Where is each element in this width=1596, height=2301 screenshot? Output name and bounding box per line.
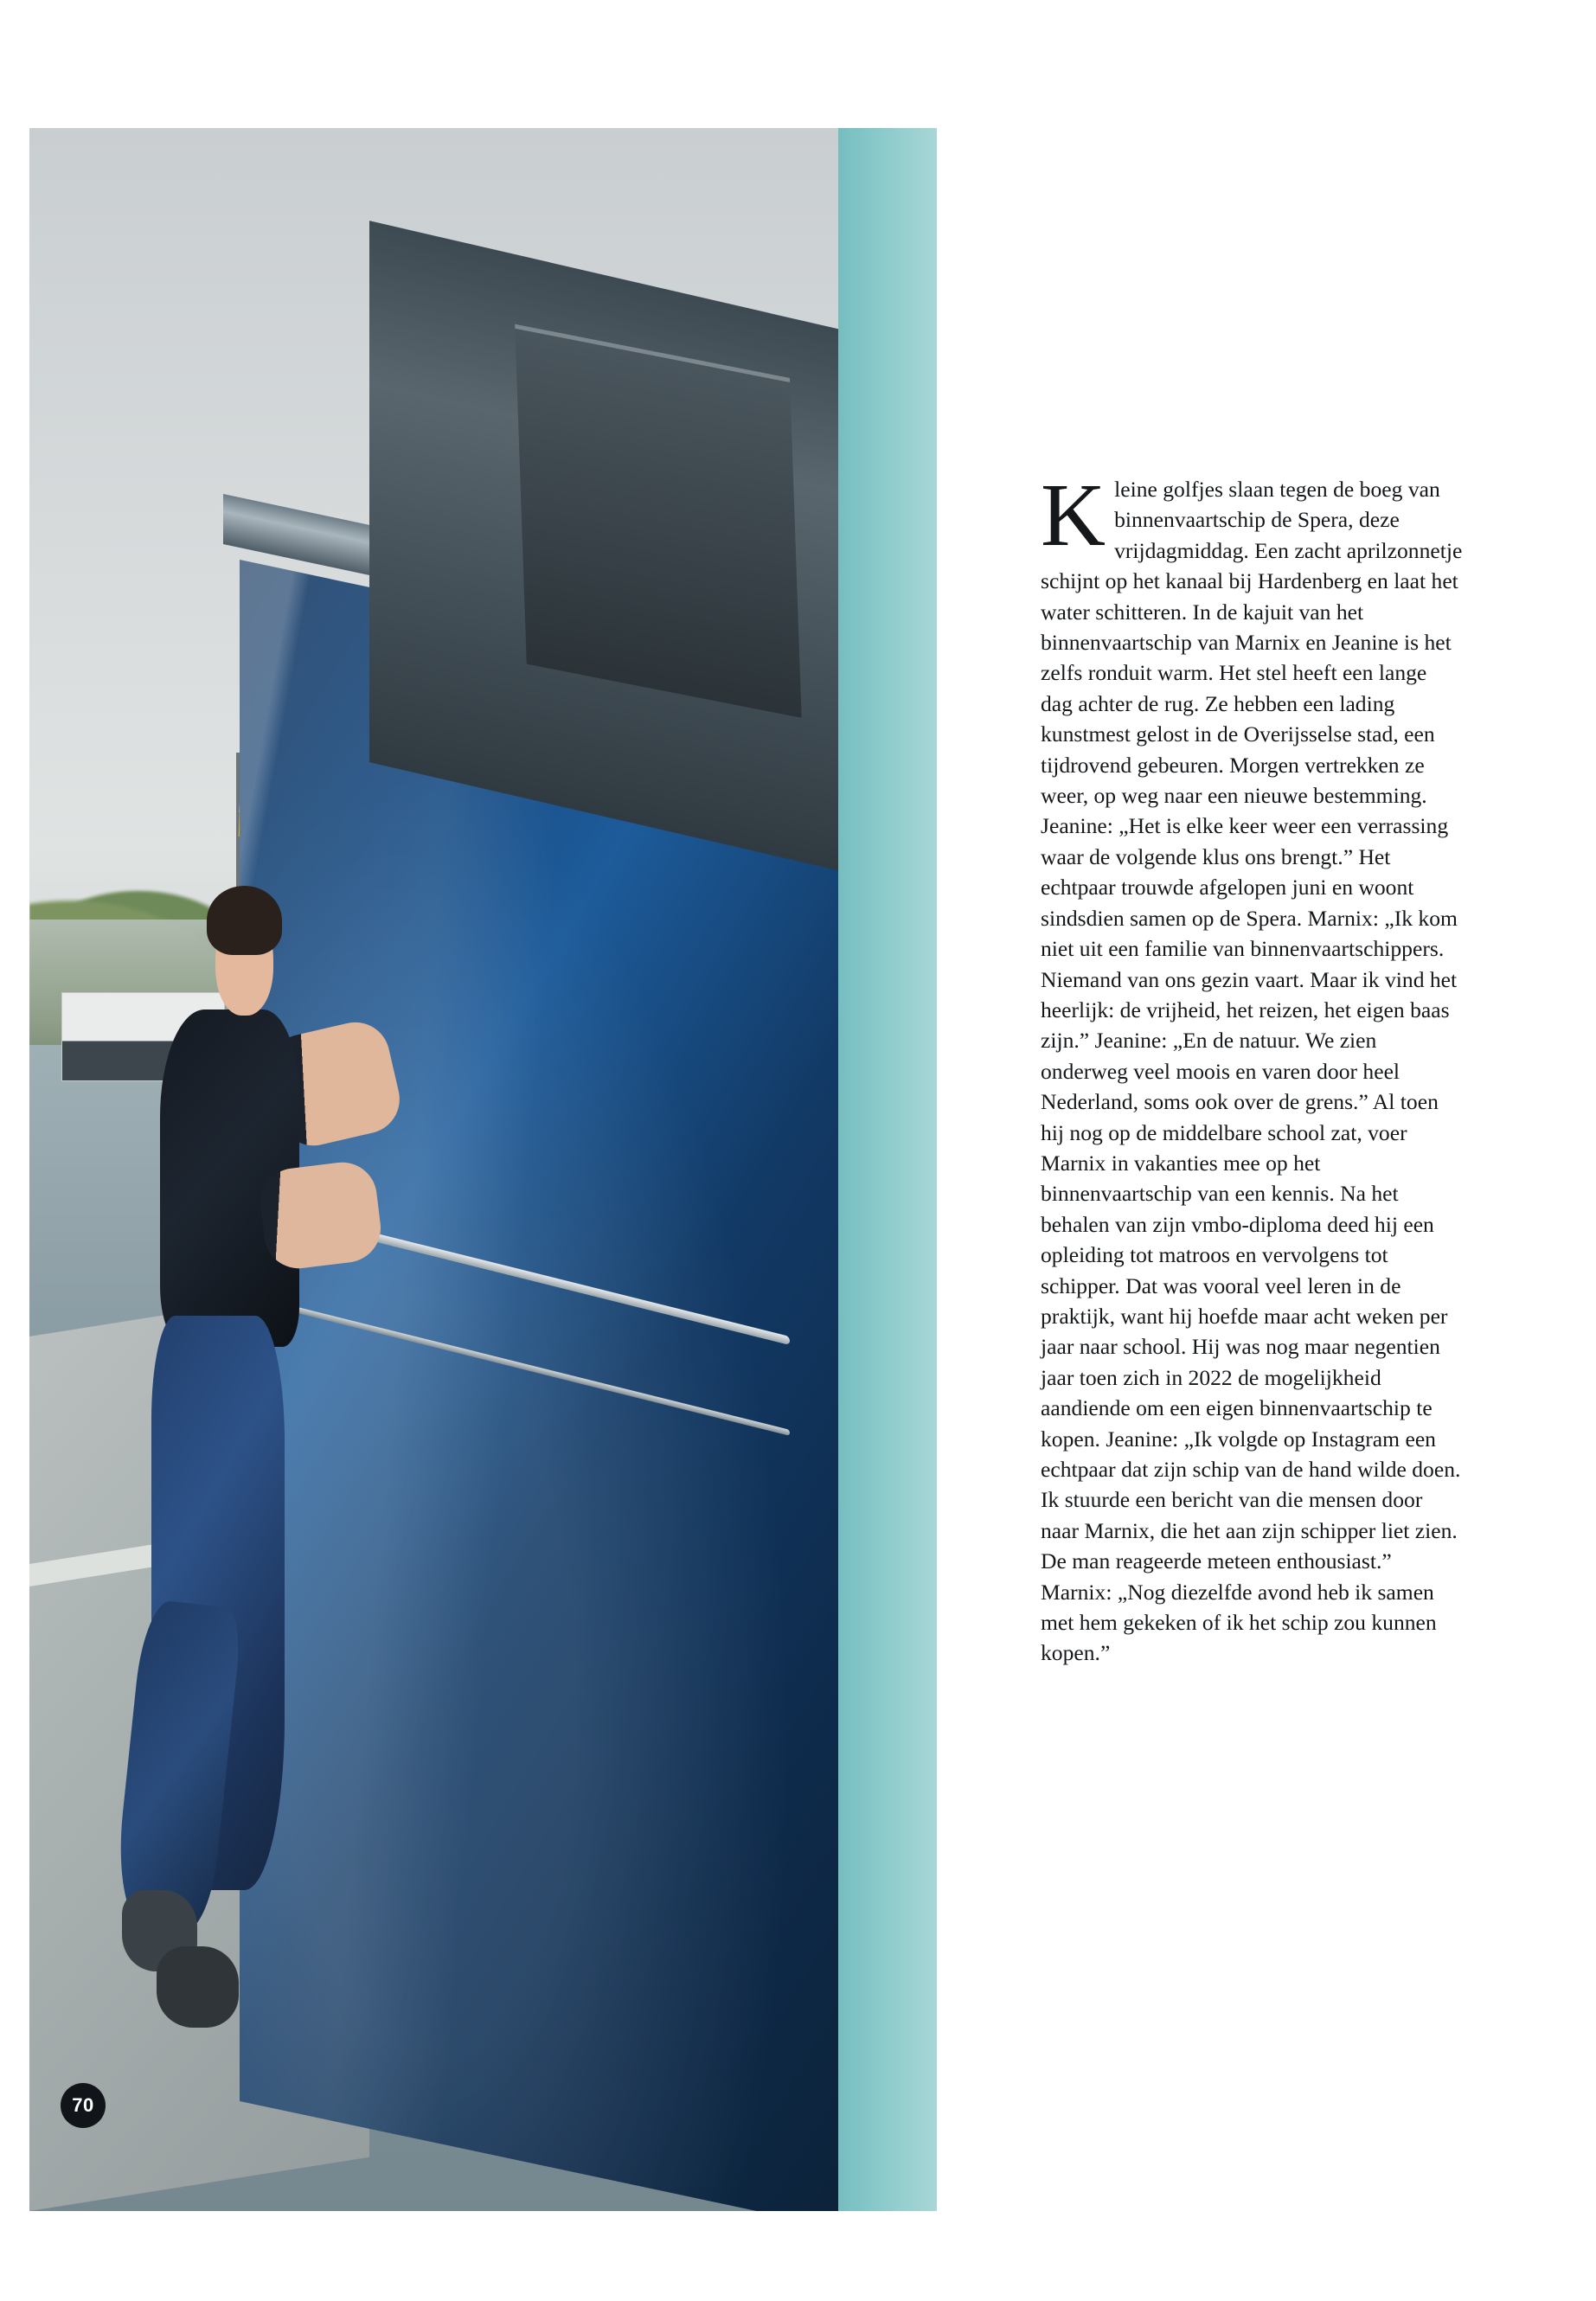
article-body [1041,465,1463,1669]
page-number-badge: 70 [61,2083,106,2128]
man-leaning-on-barge-photo [29,128,838,2211]
barge-hatch-lid [515,324,801,718]
person-figure [111,878,402,2128]
person-shoe-right [157,1946,238,2028]
article-paragraph: leine golfjes slaan tegen de boeg van binnenvaartschip de Spera, deze vrijdagmiddag. Een zacht aprilzonnetje schijnt op het kanaal bij Hardenberg en laat het water schitteren. In de kajuit van het binnenvaartschip van Marnix en Jeanine is het zelfs ronduit warm. Het stel heeft een lange dag achter de rug. Ze hebben een lading kunstmest gelost in de Overijsselse stad, een tijdrovend gebeuren. Morgen vertrekken ze weer, op weg naar een nieuwe bestemming. Jeanine: „Het is elke keer weer een verrassing waar de volgende klus ons brengt.” Het echtpaar trouwde afgelopen juni en woont sindsdien samen op de Spera. Marnix: „Ik kom niet uit een familie van binnenvaartschippers. Niemand van ons gezin vaart. Maar ik vind het heerlijk: de vrijheid, het reizen, het eigen baas zijn.” Jeanine: „En de natuur. We zien onderweg veel moois en varen door heel Nederland, soms ook over de grens.” Al toen hij nog op de middelbare school zat, voer Marnix in vakanties mee op het binnenvaartschip van een kennis. Na het behalen van zijn vmbo-diploma deed hij een opleiding tot matroos en vervolgens tot schipper. Dat was vooral veel leren in de praktijk, want hij hoefde maar acht weken per jaar naar school. Hij was nog maar negentien jaar toen zich in 2022 de mogelijkheid aandiende om een eigen binnenvaartschip te kopen. Jeanine: „Ik volgde op Instagram een echtpaar dat zijn schip van de hand wilde doen. Ik stuurde een bericht van die mensen door naar Marnix, die het aan zijn schipper liet zien. De man reageerde meteen enthousiast.” Marnix: „Nog diezelfde avond heb ik samen met hem gekeken of ik het schip zou kunnen kopen.” [1041,477,1463,1666]
person-hair [207,886,283,956]
drop-cap: K [1041,465,1106,565]
person-lower-arm [256,1158,384,1272]
article-text-column [1041,465,1463,1669]
